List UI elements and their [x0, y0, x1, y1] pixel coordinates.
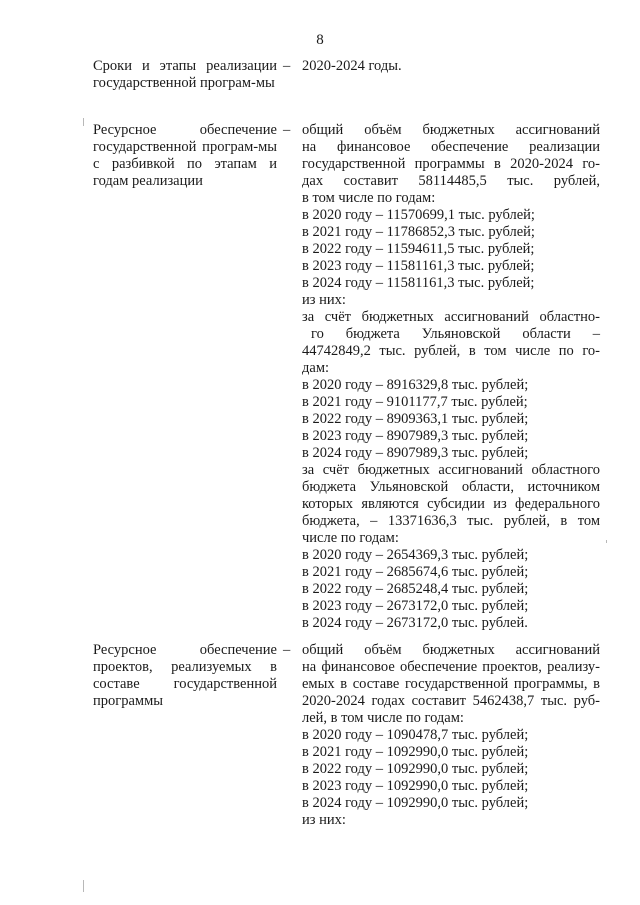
row-label: Сроки и этапы реализации государственной програм-мы — [93, 58, 277, 91]
value-line: общий объём бюджетных ассигнований — [302, 122, 600, 138]
value-line: в 2023 году – 2673172,0 тыс. рублей; — [302, 598, 529, 614]
row-dash: – — [283, 642, 291, 658]
row-label: Ресурсное обеспечение государственной програм-мы с разбивкой по этапам и годам реализации — [93, 122, 277, 189]
value-line: в 2022 году – 8909363,1 тыс. рублей; — [302, 411, 529, 427]
row-dash: – — [283, 122, 291, 138]
value-line: в 2021 году – 1092990,0 тыс. рублей; — [302, 744, 529, 760]
row-dash: – — [283, 58, 291, 74]
value-line: в 2022 году – 11594611,5 тыс. рублей; — [302, 241, 535, 257]
value-line: бюджета, – 13371636,3 тыс. рублей, в том — [302, 513, 600, 529]
scan-speck — [83, 880, 84, 892]
value-line: в 2022 году – 1092990,0 тыс. рублей; — [302, 761, 529, 777]
value-line: в 2023 году – 1092990,0 тыс. рублей; — [302, 778, 529, 794]
value-line: 2020-2024 годах составит 5462438,7 тыс. руб- — [302, 693, 600, 709]
value-line: в 2023 году – 11581161,3 тыс. рублей; — [302, 258, 535, 274]
value-line: в 2021 году – 2685674,6 тыс. рублей; — [302, 564, 529, 580]
value-line: общий объём бюджетных ассигнований — [302, 642, 600, 658]
value-line: в том числе по годам: — [302, 190, 436, 206]
value-line: в 2020 году – 2654369,3 тыс. рублей; — [302, 547, 529, 563]
value-line: государственной программы в 2020-2024 го- — [302, 156, 600, 172]
row-value — [302, 122, 600, 632]
value-line: в 2022 году – 2685248,4 тыс. рублей; — [302, 581, 529, 597]
page-number: 8 — [316, 32, 324, 48]
value-line: дах составит 58114485,5 тыс. рублей, — [302, 173, 600, 189]
value-line: в 2021 году – 9101177,7 тыс. рублей; — [302, 394, 528, 410]
value-line: числе по годам: — [302, 530, 399, 546]
value-line: в 2023 году – 8907989,3 тыс. рублей; — [302, 428, 529, 444]
row-value — [302, 642, 600, 829]
value-line: 44742849,2 тыс. рублей, в том числе по го- — [302, 343, 600, 359]
value-line: за счёт бюджетных ассигнований областного — [302, 462, 600, 478]
value-line: в 2020 году – 8916329,8 тыс. рублей; — [302, 377, 529, 393]
value-line: в 2021 году – 11786852,3 тыс. рублей; — [302, 224, 535, 240]
value-line: которых являются субсидии из федерального — [302, 496, 600, 512]
row-value — [302, 58, 600, 75]
value-line: в 2024 году – 11581161,3 тыс. рублей; — [302, 275, 535, 291]
scan-speck — [606, 540, 607, 543]
value-line: в 2020 году – 1090478,7 тыс. рублей; — [302, 727, 529, 743]
value-line: из них: — [302, 812, 346, 828]
scan-speck — [83, 118, 84, 126]
value-line: лей, в том числе по годам: — [302, 710, 464, 726]
value-line: в 2024 году – 2673172,0 тыс. рублей. — [302, 615, 528, 631]
value-line: за счёт бюджетных ассигнований областно- — [302, 309, 600, 325]
value-line: бюджета Ульяновской области, источником — [302, 479, 600, 495]
value-line: в 2024 году – 1092990,0 тыс. рублей; — [302, 795, 529, 811]
value-line: дам: — [302, 360, 330, 376]
row-label: Ресурсное обеспечение проектов, реализуемых в составе государственной программы — [93, 642, 277, 709]
value-line: в 2024 году – 8907989,3 тыс. рублей; — [302, 445, 529, 461]
value-line: в 2020 году – 11570699,1 тыс. рублей; — [302, 207, 535, 223]
value-line: на финансовое обеспечение реализации — [302, 139, 600, 155]
value-line: из них: — [302, 292, 346, 308]
value-line: на финансовое обеспечение проектов, реализу- — [302, 659, 600, 675]
value-line: емых в составе государственной программы, в — [302, 676, 600, 692]
value-line: 2020-2024 годы. — [302, 58, 402, 74]
value-line: го бюджета Ульяновской области – — [311, 326, 600, 342]
